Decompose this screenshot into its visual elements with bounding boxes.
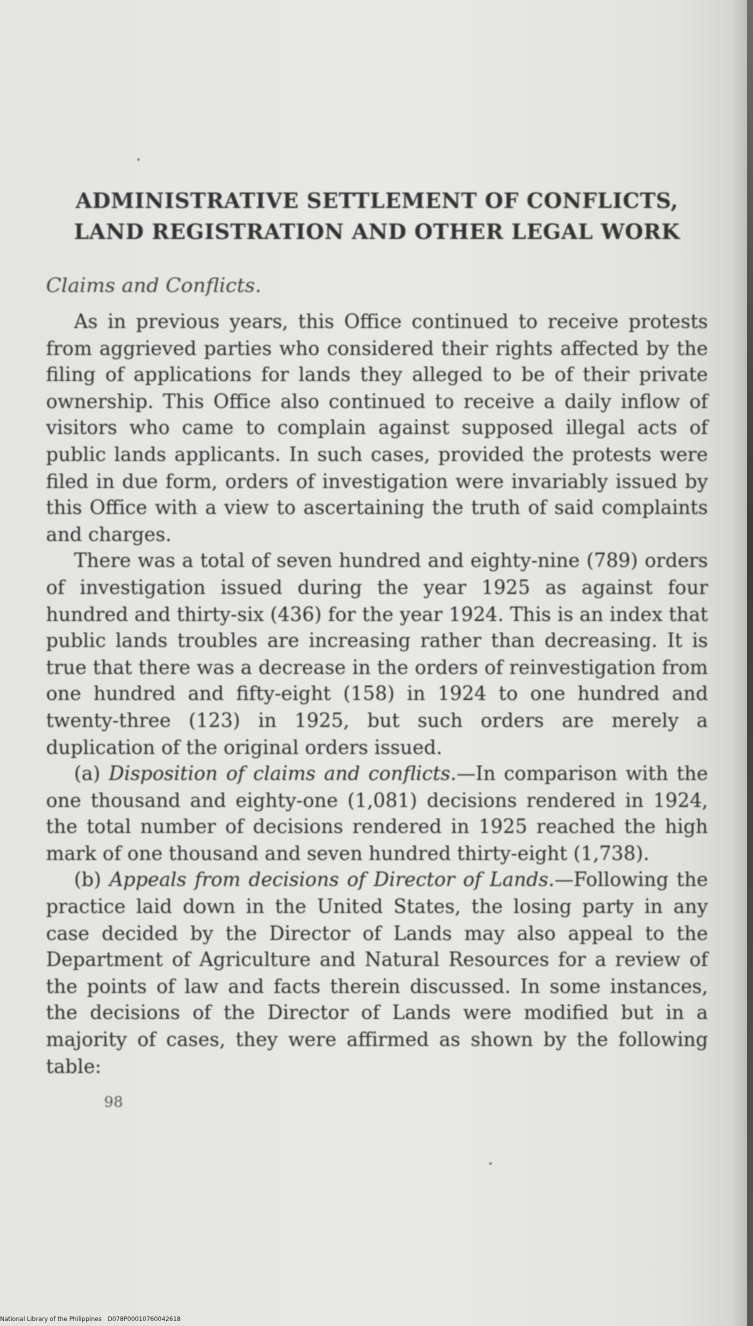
footer-code: D078P00010760042618 (107, 1316, 181, 1323)
paragraph-text: As in previous years, this Office continued to receive protests from aggrieved parties who considered their rights affected by the filing of applications for lands they alleged to be of their private ownership. This Office also continued to receive a daily inflow of visitors who came to complain against supposed illegal acts of public lands applicants. In such cases, provided the protests were filed in due form, orders of investigation were invariably issued by this Office with a view to ascertaining the truth of said complaints and charges. (46, 310, 708, 546)
paragraph-b (46, 867, 708, 1080)
speck (137, 158, 140, 161)
paragraph-lead: Disposition of claims and conflicts. (108, 762, 457, 786)
paragraph-2 (46, 548, 708, 761)
paragraph-text: —Following the practice laid down in the United States, the losing party in any case decided by the Director of Lands may also appeal to the Department of Agriculture and Natural Resources for a review of the points of law and facts therein discussed. In some instances, the decisions of the Director of Lands were modified but in a majority of cases, they were affirmed as shown by the following table: (46, 868, 708, 1078)
footer-library: National Library of the Philippines (0, 1316, 102, 1323)
page-edge-shadow (747, 0, 753, 1326)
paragraph-1 (46, 309, 708, 548)
paragraph-a (46, 761, 708, 867)
section-title: Claims and Conflicts. (46, 273, 262, 297)
scan-footer (0, 1316, 181, 1324)
page-content (46, 185, 708, 1112)
paragraph-marker: (a) (74, 762, 101, 786)
page-heading: ADMINISTRATIVE SETTLEMENT OF CONFLICTS, LAND REGISTRATION AND OTHER LEGAL WORK (73, 188, 681, 244)
page-number: 98 (104, 1093, 124, 1112)
paragraph-text: There was a total of seven hundred and eighty-nine (789) orders of investigation issued during the year 1925 as against four hundred and thirty-six (436) for the year 1924. This is an index that public lands troubles are increasing rather than decreasing. It is true that there was a decrease in the orders of reinvestigation from one hundred and fifty-eight (158) in 1924 to one hundred and twenty-three (123) in 1925, but such orders are merely a duplication of the original orders issued. (46, 549, 708, 759)
paragraph-text: —In comparison with the one thousand and eighty-one (1,081) decisions rendered in 1924, the total number of decisions rendered in 1925 reached the high mark of one thousand and seven hundred thirty-eight (1,738). (46, 762, 708, 865)
paragraph-lead: Appeals from decisions of Director of Lands. (109, 868, 555, 892)
speck (489, 1162, 492, 1165)
paragraph-marker: (b) (74, 868, 102, 892)
